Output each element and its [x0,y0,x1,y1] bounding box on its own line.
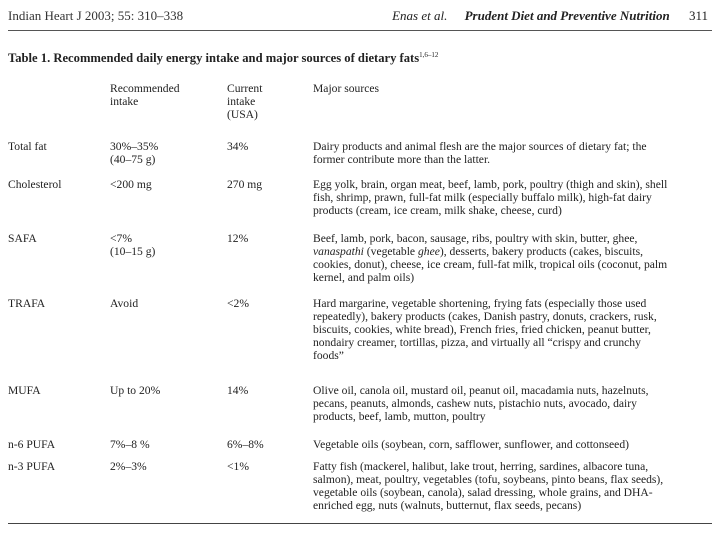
current-intake-cell-line: 270 mg [227,178,263,191]
recommended-intake-cell [110,297,220,310]
major-sources-cell-line: vanaspathi (vegetable ghee), desserts, bakery products (cakes, biscuits, [313,245,644,258]
table-caption-text: Table 1. Recommended daily energy intake and major sources of dietary fats [8,51,420,66]
fat-type-cell [8,438,103,451]
column-header-recommended [110,82,220,108]
major-sources-cell-line: biscuits, cookies, white bread), French fries, fried chicken, peanut butter, [313,323,651,336]
fat-type-cell-line: n-6 PUFA [8,438,56,451]
running-head [8,4,712,24]
recommended-intake-cell-line: 30%–35% [110,140,159,153]
fat-type-cell [8,297,103,310]
italic-term: vanaspathi [313,245,364,258]
current-intake-cell [227,140,302,153]
major-sources-cell-line: fish, shrimp, prawn, full-fat milk (especially buffalo milk), high-fat dairy [313,191,652,204]
recommended-intake-cell [110,140,220,166]
major-sources-cell [313,140,713,166]
fat-type-cell [8,460,103,473]
fat-type-cell-line: n-3 PUFA [8,460,56,473]
current-intake-cell [227,460,302,473]
fat-type-cell-line: Cholesterol [8,178,62,191]
fat-type-cell-line: Total fat [8,140,47,153]
recommended-intake-cell-line: 2%–3% [110,460,147,473]
recommended-intake-cell-line: <7% [110,232,132,245]
recommended-intake-cell [110,460,220,473]
major-sources-cell [313,297,713,362]
major-sources-cell-line: Olive oil, canola oil, mustard oil, peanut oil, macadamia nuts, hazelnuts, [313,384,649,397]
recommended-intake-cell [110,232,220,258]
current-intake-cell-line: 12% [227,232,249,245]
fat-type-cell [8,384,103,397]
recommended-intake-cell-line: (10–15 g) [110,245,156,258]
major-sources-cell-line: Fatty fish (mackerel, halibut, lake trout, herring, sardines, albacore tuna, [313,460,649,473]
major-sources-cell-line: Beef, lamb, pork, bacon, sausage, ribs, poultry with skin, butter, ghee, [313,232,638,245]
recommended-intake-cell-line: <200 mg [110,178,152,191]
column-header-current-line: (USA) [227,108,258,121]
fat-type-cell [8,178,103,191]
major-sources-cell-line: pecans, peanuts, almonds, cashew nuts, pistachio nuts, avocado, dairy [313,397,637,410]
column-header-current-line: Current [227,82,263,95]
current-intake-cell-line: 34% [227,140,249,153]
table-caption-refs: 1,6–12 [419,51,439,59]
major-sources-cell-line: products, beef, lamb, mutton, poultry [313,410,486,423]
column-header-recommended-line: intake [110,95,139,108]
major-sources-cell-line: enriched egg, nuts (walnuts, butternut, flax seeds, pecans) [313,499,582,512]
fat-type-cell-line: MUFA [8,384,41,397]
column-header-recommended-line: Recommended [110,82,180,95]
current-intake-cell-line: 6%–8% [227,438,264,451]
major-sources-cell [313,232,713,284]
current-intake-cell-line: <2% [227,297,249,310]
journal-citation: Indian Heart J 2003; 55: 310–338 [8,8,184,23]
major-sources-cell-line: Hard margarine, vegetable shortening, frying fats (especially those used [313,297,647,310]
recommended-intake-cell-line: Avoid [110,297,139,310]
current-intake-cell-line: <1% [227,460,249,473]
current-intake-cell-line: 14% [227,384,249,397]
column-header-current [227,82,302,121]
major-sources-cell-line: products (cream, ice cream, milk shake, cheese, curd) [313,204,562,217]
recommended-intake-cell [110,384,220,397]
major-sources-cell [313,460,713,512]
current-intake-cell [227,232,302,245]
italic-term: ghee [417,245,440,258]
major-sources-cell-line: Dairy products and animal flesh are the major sources of dietary fat; the [313,140,647,153]
column-header-sources: Major sources [313,82,380,95]
major-sources-cell [313,438,713,451]
major-sources-cell [313,384,713,423]
fat-type-cell-line: SAFA [8,232,37,245]
recommended-intake-cell [110,178,220,191]
fat-type-cell [8,232,103,245]
table-caption [8,51,438,66]
column-header-current-line: intake [227,95,256,108]
major-sources-cell-line: Vegetable oils (soybean, corn, safflower, sunflower, and cottonseed) [313,438,629,451]
table-bottom-rule [8,523,712,524]
recommended-intake-cell-line: Up to 20% [110,384,161,397]
current-intake-cell [227,384,302,397]
page-number: 311 [688,8,708,23]
major-sources-cell-line: former contribute more than the latter. [313,153,491,166]
major-sources-cell [313,178,713,217]
major-sources-cell-line: repeatedly), bakery products (cakes, Danish pastry, donuts, crackers, rusk, [313,310,657,323]
major-sources-cell-line: vegetable oils (soybean, canola), salad dressing, whole grains, and DHA- [313,486,653,499]
running-head-article-title: Prudent Diet and Preventive Nutrition [464,8,670,23]
major-sources-cell-line: cookies, donut), cheese, ice cream, full-fat milk, tropical oils (coconut, palm [313,258,668,271]
major-sources-cell-line: nondairy creamer, tortillas, pizza, and virtually all “crispy and crunchy [313,336,641,349]
major-sources-cell-line: kernel, and palm oils) [313,271,415,284]
major-sources-cell-line: foods” [313,349,344,362]
current-intake-cell [227,178,302,191]
recommended-intake-cell [110,438,220,451]
running-head-right [392,8,708,24]
fat-type-cell-line: TRAFA [8,297,46,310]
major-sources-cell-line: Egg yolk, brain, organ meat, beef, lamb, pork, poultry (thigh and skin), shell [313,178,668,191]
header-rule [8,30,712,31]
current-intake-cell [227,297,302,310]
recommended-intake-cell-line: (40–75 g) [110,153,156,166]
recommended-intake-cell-line: 7%–8 % [110,438,150,451]
current-intake-cell [227,438,302,451]
fat-type-cell [8,140,103,153]
major-sources-cell-line: salmon), meat, poultry, vegetables (tofu, soybeans, pinto beans, flax seeds), [313,473,664,486]
running-head-authors: Enas et al. [392,8,448,23]
